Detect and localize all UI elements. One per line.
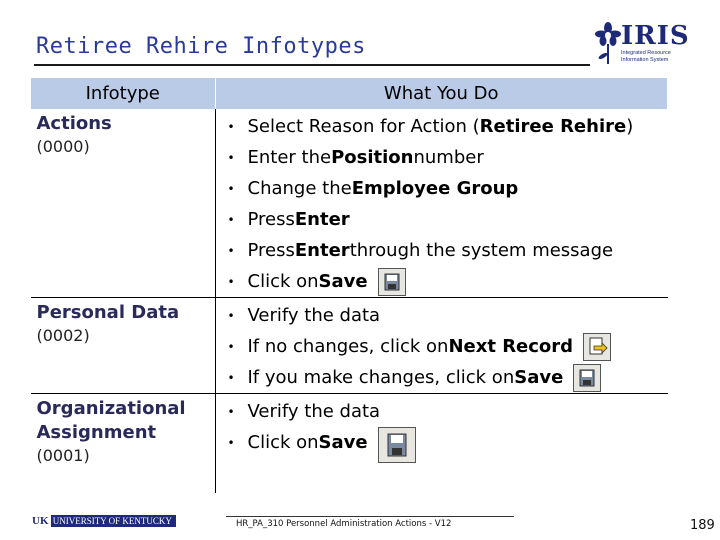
infotype-code: (0002) (36, 326, 90, 345)
steps-cell (215, 394, 668, 494)
header-what-you-do: What You Do (215, 78, 668, 109)
infotype-cell (31, 298, 216, 394)
list-item: • Verify the data (227, 400, 381, 422)
slide-title: Retiree Rehire Infotypes (36, 34, 366, 59)
title-divider (34, 64, 590, 66)
step-list (228, 394, 668, 458)
table-row (31, 394, 668, 494)
footer-course-text: HR_PA_310 Personnel Administration Actions - V12 (236, 519, 452, 529)
list-item: • Press Enter through the system message (227, 239, 614, 261)
infotype-name: Personal Data (36, 302, 180, 323)
logo-wordmark: IRIS (621, 21, 690, 51)
infotype-cell (31, 109, 216, 298)
save-icon[interactable] (378, 427, 416, 463)
university-name: UNIVERSITY OF KENTUCKY (52, 516, 172, 526)
list-item: • If you make changes, click on Save (228, 362, 668, 393)
list-item: • Click on Save (228, 427, 668, 458)
step-list (228, 298, 668, 393)
infotype-code: (0000) (36, 137, 90, 156)
step-list (228, 109, 668, 297)
save-icon[interactable] (378, 268, 406, 296)
infotype-code: (0001) (36, 446, 90, 465)
infotype-cell (31, 394, 216, 494)
list-item: • Change the Employee Group (227, 177, 519, 199)
flower-icon (594, 20, 622, 66)
steps-cell (215, 298, 668, 394)
page-number: 189 (690, 518, 715, 533)
iris-logo (594, 20, 690, 68)
footer-divider (226, 516, 514, 517)
university-logo: UK UNIVERSITY OF KENTUCKY (30, 515, 176, 527)
list-item: • If no changes, click on Next Record (228, 331, 668, 362)
steps-cell (215, 109, 668, 298)
table-row (31, 109, 668, 298)
save-icon[interactable] (573, 364, 601, 392)
logo-subtitle: Integrated Resource Information System (621, 50, 671, 63)
table-row (31, 298, 668, 394)
list-item: • Click on Save (228, 266, 668, 297)
list-item: • Verify the data (227, 304, 381, 326)
list-item: • Select Reason for Action ( Retiree Rehire ) (227, 115, 634, 137)
next-record-icon[interactable] (583, 333, 611, 361)
infotype-name: Actions (36, 113, 112, 134)
infotype-name: Organizational Assignment (36, 398, 186, 443)
list-item: • Enter the Position number (227, 146, 484, 168)
infotype-table (30, 78, 668, 493)
header-infotype: Infotype (31, 78, 216, 109)
list-item: • Press Enter (227, 208, 350, 230)
